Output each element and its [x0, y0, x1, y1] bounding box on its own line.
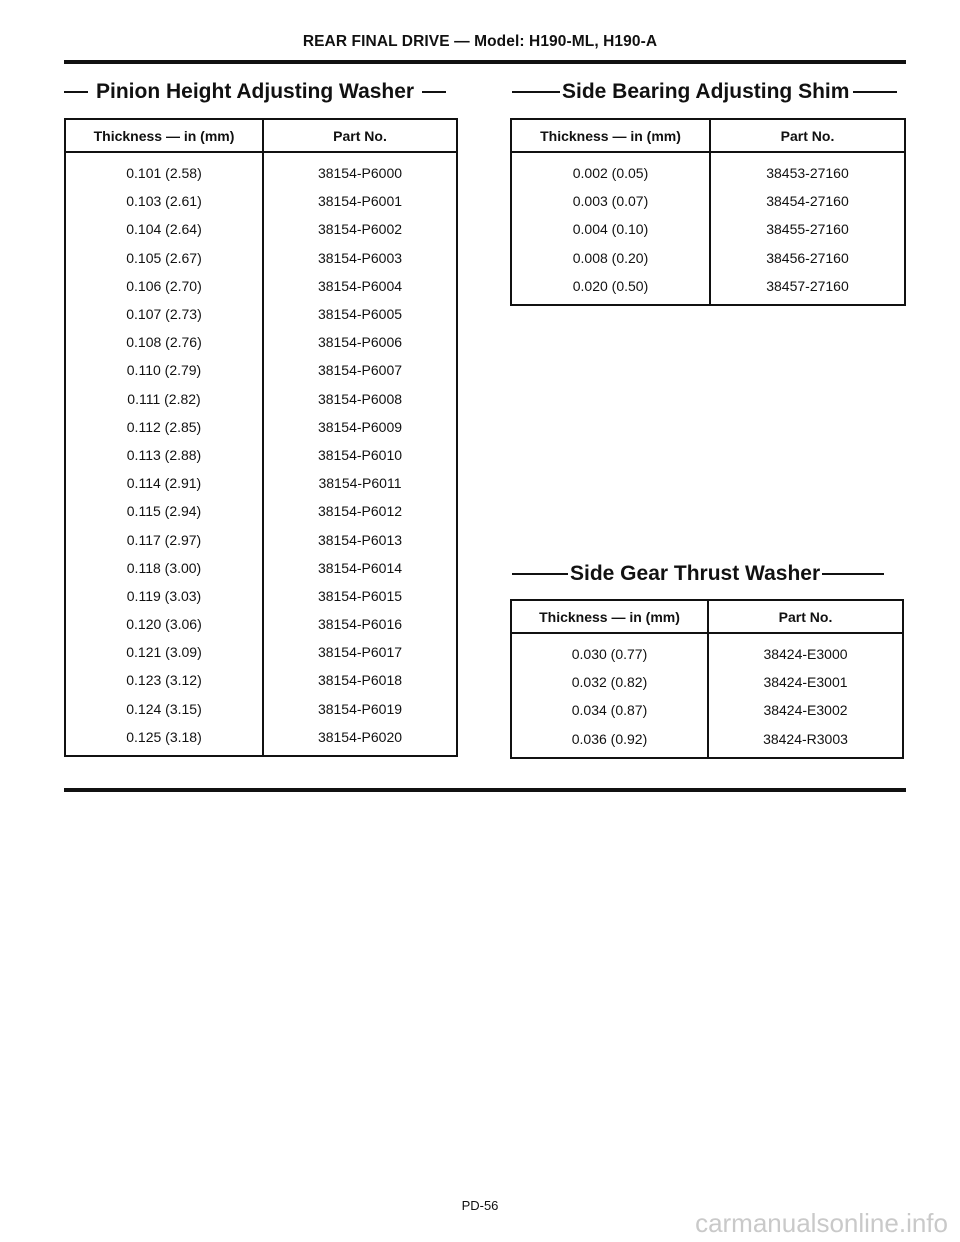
part-no-cell: 38424-R3003: [763, 730, 848, 747]
top-divider: [64, 60, 906, 64]
table-row: [511, 187, 905, 215]
title-dash: [512, 573, 568, 575]
part-no-header: Part No.: [710, 119, 905, 152]
table-row: [65, 695, 457, 723]
part-no-cell: 38154-P6015: [317, 587, 403, 604]
part-no-cell: 38424-E3000: [763, 646, 848, 663]
table-header-row: [511, 119, 905, 152]
thickness-cell: 0.119 (3.03): [65, 582, 263, 610]
table-row: [511, 725, 903, 758]
table-row: [65, 244, 457, 272]
table-row: [65, 187, 457, 215]
table-row: [65, 525, 457, 553]
gear-section-title: [512, 562, 884, 586]
thickness-cell: 0.101 (2.58): [65, 152, 263, 187]
title-dash: [512, 91, 560, 93]
table-row: [65, 300, 457, 328]
thickness-cell: 0.108 (2.76): [65, 328, 263, 356]
part-no-cell: 38424-E3002: [763, 702, 848, 719]
page-title: REAR FINAL DRIVE — Model: H190-ML, H190-A: [302, 33, 658, 50]
part-no-cell: 38455-27160: [766, 221, 849, 238]
table-row: [65, 385, 457, 413]
part-no-header: Part No.: [263, 119, 457, 152]
page-number: PD-56: [461, 1198, 499, 1213]
thickness-cell: 0.103 (2.61): [65, 187, 263, 215]
part-no-cell: 38154-P6016: [317, 616, 403, 633]
thickness-cell: 0.030 (0.77): [511, 633, 708, 668]
bearing-section-title: [512, 80, 897, 104]
thickness-cell: 0.034 (0.87): [511, 696, 708, 724]
thickness-cell: 0.104 (2.64): [65, 215, 263, 243]
gear-title-text: Side Gear Thrust Washer: [570, 562, 821, 585]
thickness-cell: 0.121 (3.09): [65, 638, 263, 666]
gear-washer-table: [510, 599, 904, 759]
thickness-cell: 0.036 (0.92): [511, 725, 708, 758]
table-row: [65, 441, 457, 469]
table-row: [65, 356, 457, 384]
table-row: [511, 244, 905, 272]
bottom-divider: [64, 788, 906, 792]
table-row: [511, 668, 903, 696]
title-dash: [853, 91, 897, 93]
table-row: [511, 215, 905, 243]
part-no-cell: 38154-P6002: [317, 221, 403, 238]
thickness-header: Thickness — in (mm): [511, 600, 708, 633]
thickness-cell: 0.120 (3.06): [65, 610, 263, 638]
part-no-cell: 38154-P6013: [317, 531, 403, 548]
part-no-cell: 38457-27160: [766, 277, 849, 294]
table-row: [65, 638, 457, 666]
table-row: [65, 469, 457, 497]
part-no-cell: 38154-P6019: [317, 700, 403, 717]
part-no-cell: 38154-P6001: [317, 193, 403, 210]
part-no-cell: 38154-P6020: [317, 728, 403, 745]
thickness-cell: 0.117 (2.97): [65, 525, 263, 553]
pinion-section-title: [64, 80, 446, 104]
thickness-cell: 0.118 (3.00): [65, 554, 263, 582]
table-row: [65, 582, 457, 610]
pinion-title-text: Pinion Height Adjusting Washer: [96, 80, 415, 103]
thickness-cell: 0.107 (2.73): [65, 300, 263, 328]
part-no-cell: 38154-P6006: [317, 334, 403, 351]
part-no-cell: 38424-E3001: [763, 674, 848, 691]
part-no-cell: 38154-P6008: [317, 390, 403, 407]
thickness-cell: 0.003 (0.07): [511, 187, 710, 215]
table-row: [511, 696, 903, 724]
thickness-cell: 0.113 (2.88): [65, 441, 263, 469]
thickness-cell: 0.106 (2.70): [65, 272, 263, 300]
thickness-cell: 0.020 (0.50): [511, 272, 710, 305]
table-row: [65, 723, 457, 756]
part-no-header: Part No.: [708, 600, 903, 633]
part-no-cell: 38154-P6004: [317, 277, 403, 294]
part-no-cell: 38453-27160: [766, 165, 849, 182]
table-row: [511, 633, 903, 668]
thickness-cell: 0.115 (2.94): [65, 497, 263, 525]
pinion-washer-table: [64, 118, 458, 757]
table-row: [65, 215, 457, 243]
thickness-cell: 0.112 (2.85): [65, 413, 263, 441]
thickness-cell: 0.111 (2.82): [65, 385, 263, 413]
thickness-cell: 0.002 (0.05): [511, 152, 710, 187]
table-header-row: [65, 119, 457, 152]
table-row: [65, 497, 457, 525]
part-no-cell: 38454-27160: [766, 193, 849, 210]
thickness-header: Thickness — in (mm): [65, 119, 263, 152]
table-row: [511, 272, 905, 305]
table-row: [65, 152, 457, 187]
title-dash: [422, 91, 446, 93]
title-dash: [64, 91, 88, 93]
part-no-cell: 38154-P6007: [317, 362, 403, 379]
bearing-shim-table: [510, 118, 906, 306]
thickness-header: Thickness — in (mm): [511, 119, 710, 152]
table-header-row: [511, 600, 903, 633]
thickness-cell: 0.125 (3.18): [65, 723, 263, 756]
thickness-cell: 0.032 (0.82): [511, 668, 708, 696]
thickness-cell: 0.008 (0.20): [511, 244, 710, 272]
part-no-cell: 38154-P6000: [317, 165, 403, 182]
table-row: [65, 554, 457, 582]
table-row: [65, 328, 457, 356]
watermark: carmanualsonline.info: [695, 1208, 948, 1238]
thickness-cell: 0.124 (3.15): [65, 695, 263, 723]
table-row: [65, 610, 457, 638]
table-row: [511, 152, 905, 187]
part-no-cell: 38154-P6012: [317, 503, 403, 520]
part-no-cell: 38154-P6014: [317, 559, 403, 576]
bearing-title-text: Side Bearing Adjusting Shim: [562, 80, 850, 103]
table-row: [65, 272, 457, 300]
thickness-cell: 0.114 (2.91): [65, 469, 263, 497]
part-no-cell: 38456-27160: [766, 249, 849, 266]
part-no-cell: 38154-P6005: [317, 306, 403, 323]
part-no-cell: 38154-P6003: [317, 249, 403, 266]
title-dash: [822, 573, 884, 575]
table-row: [65, 413, 457, 441]
thickness-cell: 0.004 (0.10): [511, 215, 710, 243]
part-no-cell: 38154-P6011: [318, 475, 402, 492]
part-no-cell: 38154-P6017: [317, 644, 403, 661]
thickness-cell: 0.110 (2.79): [65, 356, 263, 384]
part-no-cell: 38154-P6018: [317, 672, 403, 689]
thickness-cell: 0.105 (2.67): [65, 244, 263, 272]
part-no-cell: 38154-P6009: [317, 418, 403, 435]
table-row: [65, 666, 457, 694]
part-no-cell: 38154-P6010: [317, 446, 403, 463]
thickness-cell: 0.123 (3.12): [65, 666, 263, 694]
